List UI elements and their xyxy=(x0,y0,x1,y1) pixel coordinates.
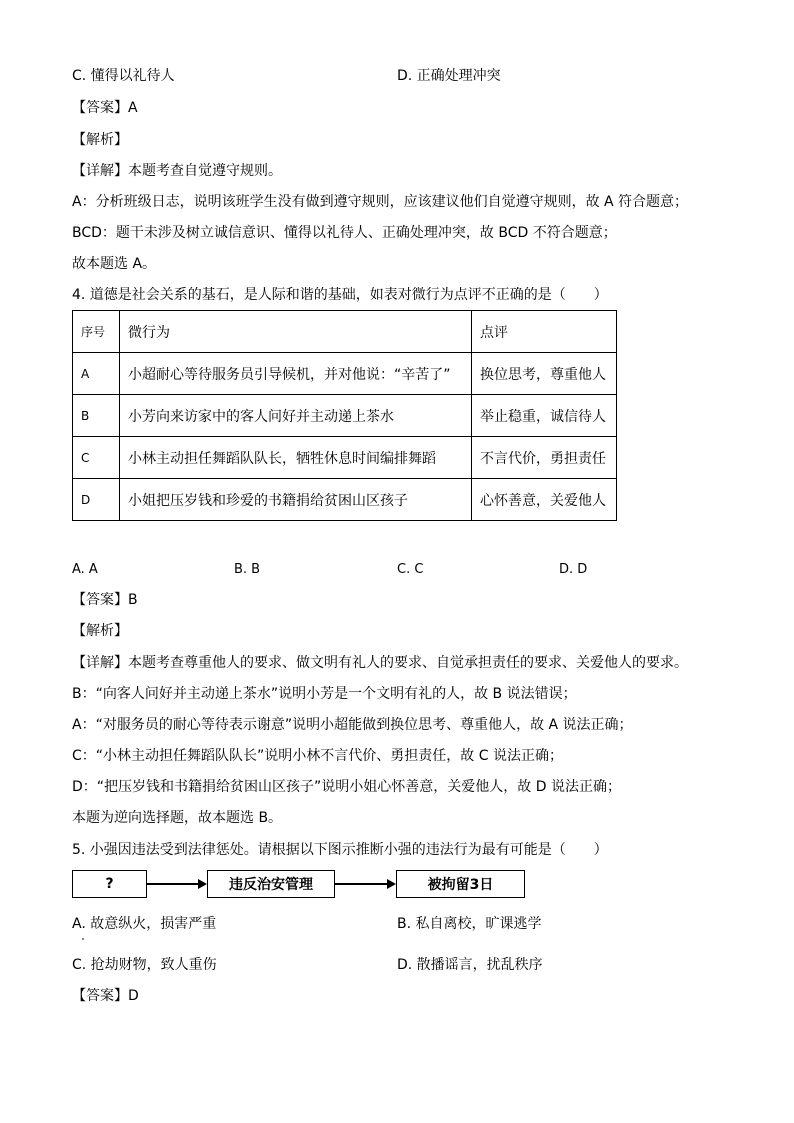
table-cell: 换位思考，尊重他人 xyxy=(472,353,617,395)
q4-table xyxy=(72,310,617,521)
q3-detail: 【详解】本题考查自觉遵守规则。 xyxy=(72,163,282,179)
table-cell: D xyxy=(73,479,120,521)
flow-arrow-line xyxy=(147,883,199,885)
table-cell: A xyxy=(73,353,120,395)
table-header-cell: 微行为 xyxy=(120,311,472,353)
table-cell: 不言代价，勇担责任 xyxy=(472,437,617,479)
arrow-right-icon xyxy=(198,879,207,889)
q5-option-d: D. 散播谣言，扰乱秩序 xyxy=(397,957,543,973)
q4-conclusion: 本题为逆向选择题，故本题选 B。 xyxy=(72,810,283,826)
q5-answer: 【答案】D xyxy=(72,988,139,1004)
table-cell: 小芳向来访家中的客人问好并主动递上茶水 xyxy=(120,395,472,437)
q3-analysis: 【解析】 xyxy=(72,132,128,148)
q3-conclusion: 故本题选 A。 xyxy=(72,256,157,272)
table-cell: 小姐把压岁钱和珍爱的书籍捐给贫困山区孩子 xyxy=(120,479,472,521)
table-cell: 小林主动担任舞蹈队队长，牺牲休息时间编排舞蹈 xyxy=(120,437,472,479)
q5-stem: 5. 小强因违法受到法律惩处。请根据以下图示推断小强的违法行为最有可能是（ ） xyxy=(72,842,608,858)
q4-answer: 【答案】B xyxy=(72,592,138,608)
q3-answer: 【答案】A xyxy=(72,100,138,116)
flow-box-detention: 被拘留3日 xyxy=(396,870,525,898)
q3-line-bcd: BCD：题干未涉及树立诚信意识、懂得以礼待人、正确处理冲突，故 BCD 不符合题意； xyxy=(72,225,617,241)
table-cell: 小超耐心等待服务员引导候机，并对他说：“辛苦了” xyxy=(120,353,472,395)
flow-box-unknown: ? xyxy=(72,870,147,898)
q5-option-b: B. 私自离校，旷课逃学 xyxy=(397,916,542,932)
q4-option-c: C. C xyxy=(397,562,424,577)
q5-option-c: C. 抢劫财物，致人重伤 xyxy=(72,957,217,973)
q4-line-a: A：“对服务员的耐心等待表示谢意”说明小超能做到换位思考、尊重他人，故 A 说法正确； xyxy=(72,717,633,733)
q4-stem: 4. 道德是社会关系的基石，是人际和谐的基础，如表对微行为点评不正确的是（ ） xyxy=(72,287,608,303)
table-header-cell: 点评 xyxy=(472,311,617,353)
table-cell: C xyxy=(73,437,120,479)
q4-line-c: C：“小林主动担任舞蹈队队长”说明小林不言代价、勇担责任，故 C 说法正确； xyxy=(72,748,563,764)
flow-box-violation: 违反治安管理 xyxy=(207,870,335,898)
table-row xyxy=(73,395,617,437)
q3-option-d: D. 正确处理冲突 xyxy=(397,68,501,84)
table-header-row xyxy=(73,311,617,353)
table-cell: 心怀善意，关爱他人 xyxy=(472,479,617,521)
table-header-cell: 序号 xyxy=(73,311,120,353)
q4-analysis: 【解析】 xyxy=(72,623,128,639)
table-row xyxy=(73,479,617,521)
q4-line-d: D：“把压岁钱和书籍捐给贫困山区孩子”说明小姐心怀善意，关爱他人，故 D 说法正确； xyxy=(72,779,621,795)
q4-line-b: B：“向客人问好并主动递上茶水”说明小芳是一个文明有礼的人，故 B 说法错误； xyxy=(72,686,577,702)
table-cell: 举止稳重，诚信待人 xyxy=(472,395,617,437)
q3-line-a: A：分析班级日志，说明该班学生没有做到遵守规则，应该建议他们自觉遵守规则，故 A 符合题意； xyxy=(72,194,689,210)
q5-option-a: A. 故意纵火，损害严重 xyxy=(72,916,217,932)
table-row xyxy=(73,437,617,479)
q4-detail: 【详解】本题考查尊重他人的要求、做文明有礼人的要求、自觉承担责任的要求、关爱他人的要求。 xyxy=(72,655,688,671)
stray-dot xyxy=(82,938,84,940)
arrow-right-icon xyxy=(387,879,396,889)
table-row xyxy=(73,353,617,395)
q4-option-d: D. D xyxy=(559,562,588,577)
q3-option-c: C. 懂得以礼待人 xyxy=(72,68,175,84)
table-cell: B xyxy=(73,395,120,437)
flow-arrow-line xyxy=(335,883,388,885)
q4-option-a: A. A xyxy=(72,562,98,577)
q4-option-b: B. B xyxy=(234,562,261,577)
